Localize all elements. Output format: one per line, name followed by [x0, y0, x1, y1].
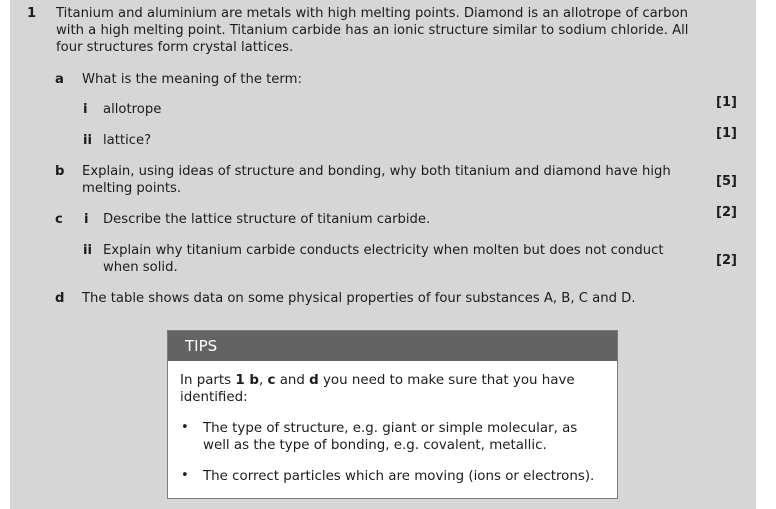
- intro-line-1: Titanium and aluminium are metals with high melting points. Diamond is an allotrope of carbon: [56, 6, 688, 21]
- tips-intro-line-2: identified:: [180, 390, 248, 405]
- part-c-ii-mark: [2]: [716, 253, 737, 268]
- part-a-text: What is the meaning of the term:: [82, 72, 302, 87]
- part-a-ii-text: lattice?: [103, 133, 152, 148]
- part-c-i-num: i: [84, 212, 89, 227]
- part-a-i-mark: [1]: [716, 95, 737, 110]
- tips-bullet-2-icon: •: [181, 468, 189, 483]
- part-a-i-num: i: [83, 102, 88, 117]
- tips-intro-post: you need to make sure that you have: [318, 373, 575, 388]
- tips-bullet-2-line-1: The correct particles which are moving (ions or electrons).: [203, 469, 595, 484]
- part-c-ii-num: ii: [83, 243, 93, 258]
- tips-title: TIPS: [168, 331, 617, 361]
- tips-bullet-1-line-1: The type of structure, e.g. giant or simple molecular, as: [203, 421, 578, 436]
- part-d-text: The table shows data on some physical properties of four substances A, B, C and D.: [82, 291, 636, 306]
- tips-intro-line-1: [180, 372, 575, 389]
- part-a-ii-mark: [1]: [716, 126, 737, 141]
- part-d-letter: d: [55, 291, 65, 306]
- tips-intro-bold-d: d: [309, 373, 319, 388]
- part-b-letter: b: [55, 164, 65, 179]
- tips-intro-sep-2: and: [275, 373, 310, 388]
- intro-line-3: four structures form crystal lattices.: [56, 40, 294, 55]
- part-b-mark: [5]: [716, 174, 737, 189]
- part-c-i-text: Describe the lattice structure of titanium carbide.: [103, 212, 431, 227]
- part-a-ii-num: ii: [83, 133, 93, 148]
- part-a-letter: a: [55, 72, 64, 87]
- part-b-line-1: Explain, using ideas of structure and bonding, why both titanium and diamond have high: [82, 164, 671, 179]
- tips-intro-bold-c: c: [267, 373, 276, 388]
- question-number: 1: [27, 6, 37, 21]
- tips-bullet-1-line-2: well as the type of bonding, e.g. covalent, metallic.: [203, 438, 547, 453]
- tips-intro-sep-1: ,: [258, 373, 268, 388]
- part-c-letter: c: [55, 212, 63, 227]
- part-c-i-mark: [2]: [716, 205, 737, 220]
- tips-box: [167, 330, 618, 499]
- part-b-line-2: melting points.: [82, 181, 182, 196]
- tips-intro-pre: In parts: [180, 373, 236, 388]
- part-c-ii-line-1: Explain why titanium carbide conducts electricity when molten but does not conduct: [103, 243, 664, 258]
- tips-intro-bold-1b: 1 b: [235, 373, 259, 388]
- tips-bullet-1-icon: •: [181, 420, 189, 435]
- part-c-ii-line-2: when solid.: [103, 260, 178, 275]
- intro-line-2: with a high melting point. Titanium carbide has an ionic structure similar to sodium chloride. All: [56, 23, 689, 38]
- part-a-i-text: allotrope: [103, 102, 162, 117]
